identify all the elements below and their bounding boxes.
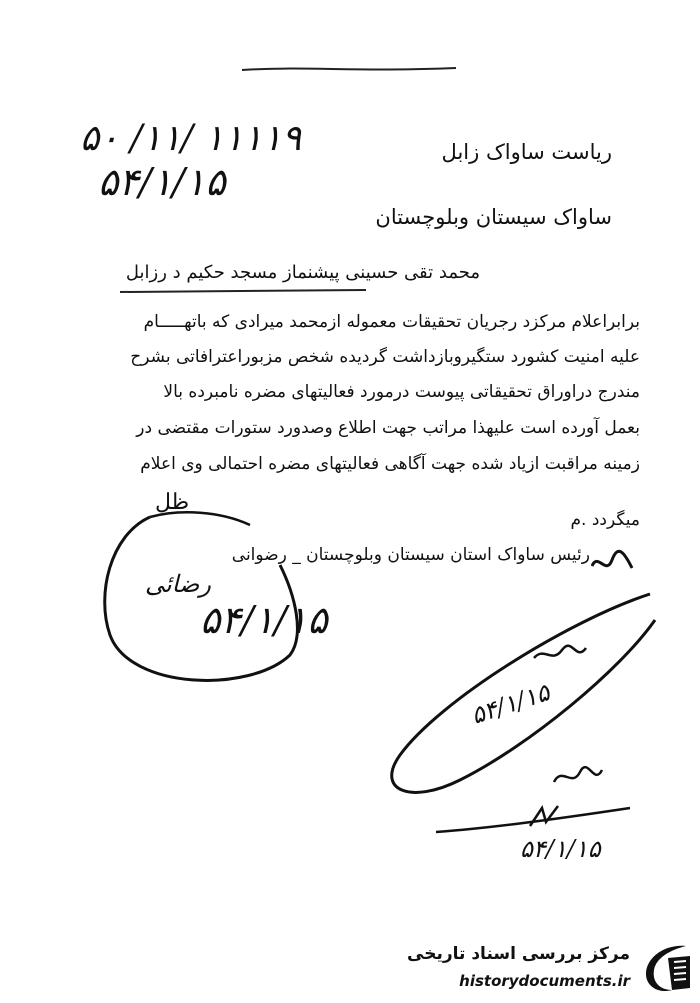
watermark-logo-icon [638,940,696,996]
handwritten-initials: ظل [155,490,190,515]
sig-1-scribble [530,640,590,670]
sig-2-date: ۵۴/۱/۱۵ [520,835,601,863]
handwritten-ref-number: ۱۱۱۱۹ /۱۱/ ۵۰ [80,118,302,159]
stamp-name: رضائی [145,570,211,598]
signature-line: رئیس ساواک استان سیستان وبلوچستان _ رضوانی [231,545,590,565]
body-line-1: برابراعلام مرکزد رجریان تحقیقات معموله ازمحمد میرادی که باتهـــــام [143,312,640,332]
top-smudge [240,62,460,76]
stamp-date: ۵۴/۱/۱۵ [200,598,328,642]
body-line-2: علیه امنیت کشورد ستگیروبازداشت گردیده شخص مزبوراعترافاتی بشرح [130,347,640,367]
handwritten-ref-date: ۵۴/۱/۱۵ [98,160,226,204]
body-line-5: زمینه مراقبت ازیاد شده جهت آگاهی فعالیتهای مضره احتمالی وی اعلام [140,454,640,474]
subject-line: محمد تقی حسینی پیشنماز مسجد حکیم د رزابل [125,262,480,283]
body-line-6: میگردد .م [570,510,640,530]
signature-scribble [588,548,638,578]
body-line-3: مندرج دراوراق تحقیقاتی پیوست درمورد فعالیتهای مضره نامبرده بالا [163,382,640,402]
to-line: ریاست ساواک زابل [441,140,612,164]
sig-1-date: ۵۴/۱/۱۵ [467,678,553,730]
sig-2-scribble [550,760,605,795]
watermark-url: historydocuments.ir [459,972,630,990]
subject-underline [118,286,368,296]
from-line: ساواک سیستان وبلوچستان [375,205,612,229]
watermark [407,938,700,998]
watermark-title: مرکز بررسی اسناد تاریخی [407,944,630,964]
body-line-4: بعمل آورده است علیهذا مراتب جهت اطلاع وصدورد ستورات مقتضی در [136,418,640,438]
